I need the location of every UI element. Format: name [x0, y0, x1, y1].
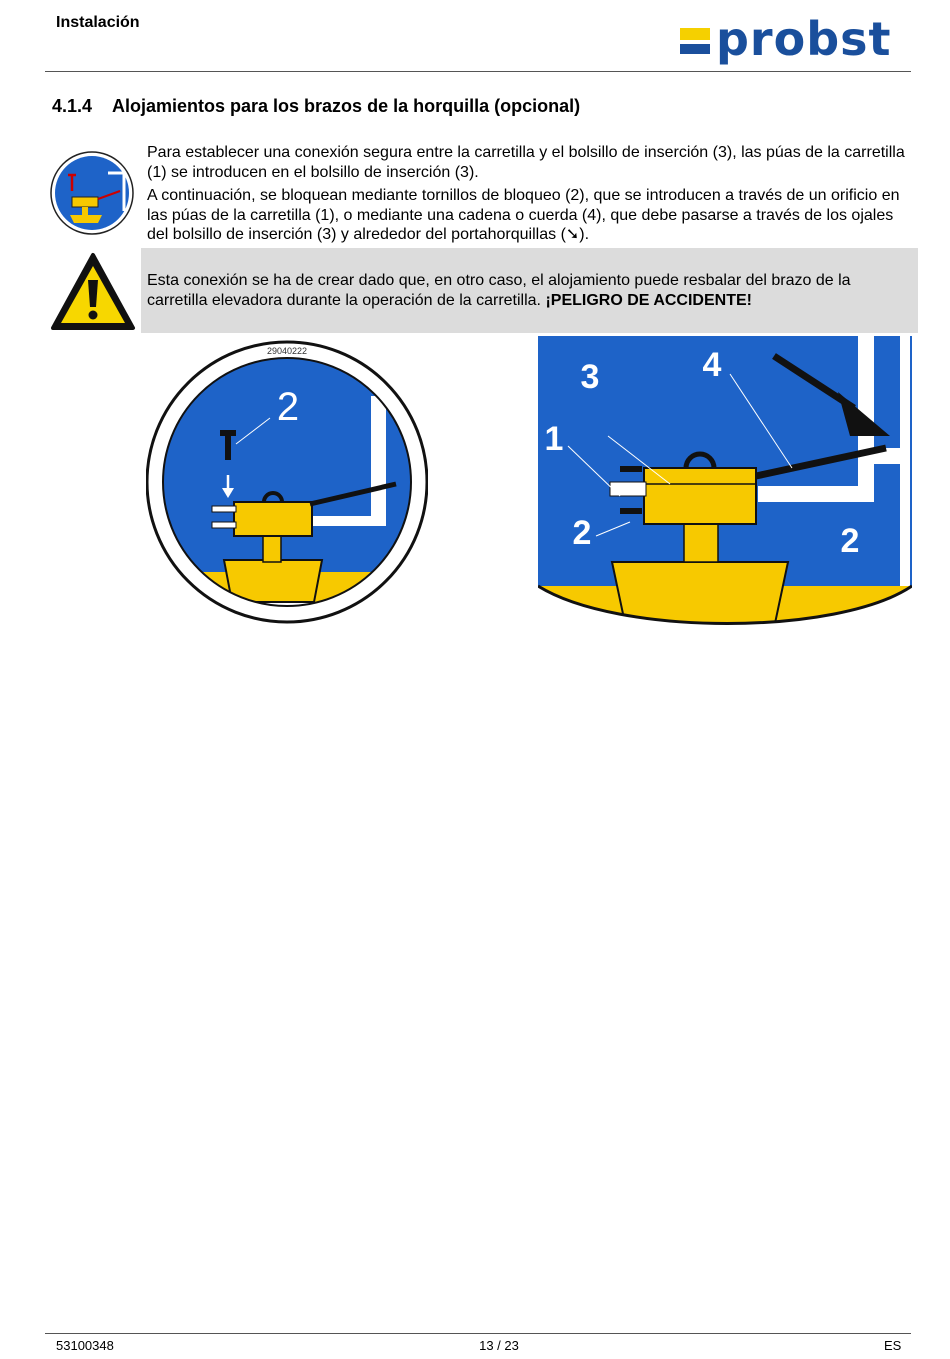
logo-wordmark: probst: [716, 12, 892, 66]
figure-label-1: 1: [544, 420, 564, 458]
footer-divider: [45, 1333, 911, 1334]
section-title: Alojamientos para los brazos de la horquilla (opcional): [112, 96, 581, 116]
warning-box: [141, 248, 918, 333]
paragraph-1: Para establecer una conexión segura entre la carretilla y el bolsillo de inserción (3), las púas de la carretilla (1) se introducen en el bolsillo de inserción (3).: [147, 144, 905, 181]
section-number: 4.1.4: [52, 96, 93, 116]
warning-text: [147, 271, 907, 310]
figure-detail-chain: [538, 336, 912, 628]
figure-label-3: 3: [580, 358, 600, 396]
warning-emphasis: ¡PELIGRO DE ACCIDENTE!: [545, 291, 752, 309]
warning-triangle-icon: [50, 252, 136, 332]
warning-body: Esta conexión se ha de crear dado que, en otro caso, el alojamiento puede resbalar del brazo de la carretilla elevadora durante la operación de la carretilla.: [147, 272, 851, 309]
paragraph-2: A continuación, se bloquean mediante tornillos de bloqueo (2), que se introducen a través de un orificio en las púas de la carretilla (1), o mediante una cadena o cuerda (4), que debe pasarse a través de los ojales del bolsillo de inserción (3) y alrededor del portahorquillas (➘).: [147, 187, 900, 243]
footer-language: ES: [884, 1338, 902, 1353]
mandatory-instruction-icon: [50, 151, 134, 235]
footer-page-number: 13 / 23: [479, 1338, 519, 1353]
logo-yellow-bar: [680, 28, 710, 40]
figure-label-2-right: 2: [840, 522, 860, 560]
figure-label-4: 4: [702, 346, 722, 384]
logo-blue-bar: [680, 44, 710, 54]
header-divider: [45, 71, 911, 72]
footer-doc-number: 53100348: [56, 1338, 114, 1353]
section-heading: [52, 96, 580, 117]
probst-logo: [680, 12, 905, 68]
figure-code: 29040222: [266, 346, 308, 356]
figure-label-2: 2: [276, 385, 300, 429]
figure-locking-bolt: [146, 340, 428, 624]
header-title: Instalación: [56, 14, 140, 31]
figure-label-2-left: 2: [572, 514, 592, 552]
